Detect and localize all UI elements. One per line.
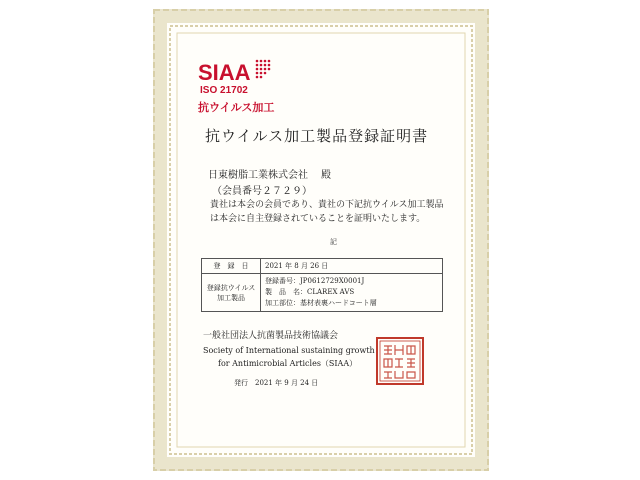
table-row (202, 259, 443, 274)
logo-subtitle: 抗ウイルス加工 (198, 102, 275, 114)
logo-standard: ISO 21702 (200, 85, 248, 96)
certificate-body: 貴社は本会の会員であり、貴社の下記抗ウイルス加工製品は本会に自主登録されていることを証明いたします。 (210, 200, 444, 224)
date-value: 2021 年 8 月 26 日 (261, 259, 443, 274)
date-label: 登 録 日 (202, 259, 261, 274)
logo-brand: SIAA (198, 60, 251, 85)
ki-marker: 記 (330, 238, 337, 246)
organization-name-jp: 一般社団法人抗菌製品技術協議会 (203, 331, 339, 341)
official-seal (375, 336, 425, 386)
processing-part: 加工部位：基材表裏ハードコート層 (265, 299, 377, 307)
logo-dot-grid (254, 58, 272, 80)
issue-date: 発行 2021 年 9 月 24 日 (234, 379, 319, 387)
product-label: 登録抗ウイルス加工製品 (202, 274, 261, 312)
siaa-logo (198, 58, 288, 114)
honorific: 殿 (321, 170, 331, 181)
table-row (202, 274, 443, 312)
registration-number: 登録番号：JP0612729X0001J (265, 277, 365, 285)
organization-name-en-line2: for Antimicrobial Articles（SIAA） (218, 359, 358, 368)
registration-table (201, 258, 443, 312)
addressee: 日東樹脂工業株式会社 (208, 170, 308, 181)
certificate-title: 抗ウイルス加工製品登録証明書 (205, 127, 429, 145)
product-name: 製 品 名：CLAREX AVS (265, 288, 355, 296)
product-details (261, 274, 443, 312)
member-number: （会員番号２７２９） (212, 186, 312, 197)
organization-name-en-line1: Society of International sustaining growth (203, 346, 375, 355)
